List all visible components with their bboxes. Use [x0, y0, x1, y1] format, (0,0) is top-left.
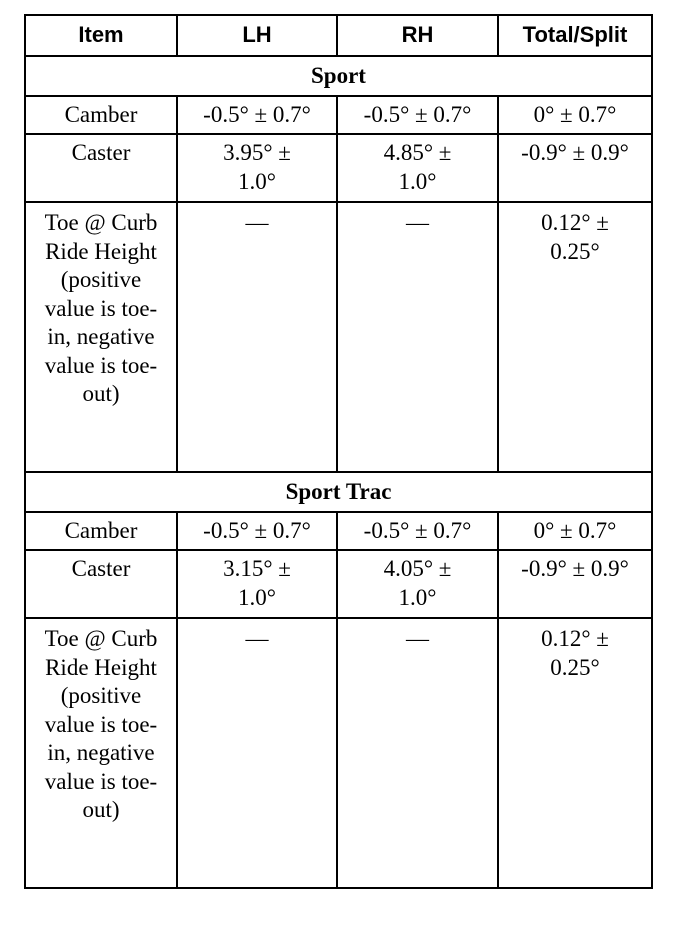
table-row-sport-toe: [25, 202, 652, 472]
item-cell: Toe @ Curb Ride Height (positive value is toe-in, negative value is toe-out): [25, 618, 177, 888]
section-row-sport: [25, 56, 652, 96]
rh-cell: -0.5° ± 0.7°: [337, 96, 498, 134]
table-row-sport-caster: [25, 134, 652, 202]
lh-cell: -0.5° ± 0.7°: [177, 96, 337, 134]
column-header-item: Item: [25, 15, 177, 56]
rh-cell: -0.5° ± 0.7°: [337, 512, 498, 550]
lh-cell: 3.95° ± 1.0°: [177, 134, 337, 202]
total-split-cell: -0.9° ± 0.9°: [498, 550, 652, 618]
rh-cell: —: [337, 618, 498, 888]
column-header-lh: LH: [177, 15, 337, 56]
column-header-rh: RH: [337, 15, 498, 56]
item-cell: Camber: [25, 96, 177, 134]
lh-cell: -0.5° ± 0.7°: [177, 512, 337, 550]
section-title: Sport: [25, 56, 652, 96]
rh-cell: —: [337, 202, 498, 472]
total-split-cell: -0.9° ± 0.9°: [498, 134, 652, 202]
total-split-cell: 0.12° ± 0.25°: [498, 202, 652, 472]
header-row: [25, 15, 652, 56]
table-row-sport-trac-toe: [25, 618, 652, 888]
lh-cell: —: [177, 618, 337, 888]
section-row-sport-trac: [25, 472, 652, 512]
lh-cell: 3.15° ± 1.0°: [177, 550, 337, 618]
rh-cell: 4.85° ± 1.0°: [337, 134, 498, 202]
item-cell: Caster: [25, 550, 177, 618]
section-title: Sport Trac: [25, 472, 652, 512]
lh-cell: —: [177, 202, 337, 472]
column-header-total-split: Total/Split: [498, 15, 652, 56]
total-split-cell: 0° ± 0.7°: [498, 512, 652, 550]
total-split-cell: 0° ± 0.7°: [498, 96, 652, 134]
item-cell: Caster: [25, 134, 177, 202]
table-row-sport-trac-caster: [25, 550, 652, 618]
item-cell: Camber: [25, 512, 177, 550]
rh-cell: 4.05° ± 1.0°: [337, 550, 498, 618]
alignment-spec-table: [24, 14, 653, 889]
item-cell: Toe @ Curb Ride Height (positive value is toe-in, negative value is toe-out): [25, 202, 177, 472]
table-row-sport-trac-camber: [25, 512, 652, 550]
table-row-sport-camber: [25, 96, 652, 134]
total-split-cell: 0.12° ± 0.25°: [498, 618, 652, 888]
